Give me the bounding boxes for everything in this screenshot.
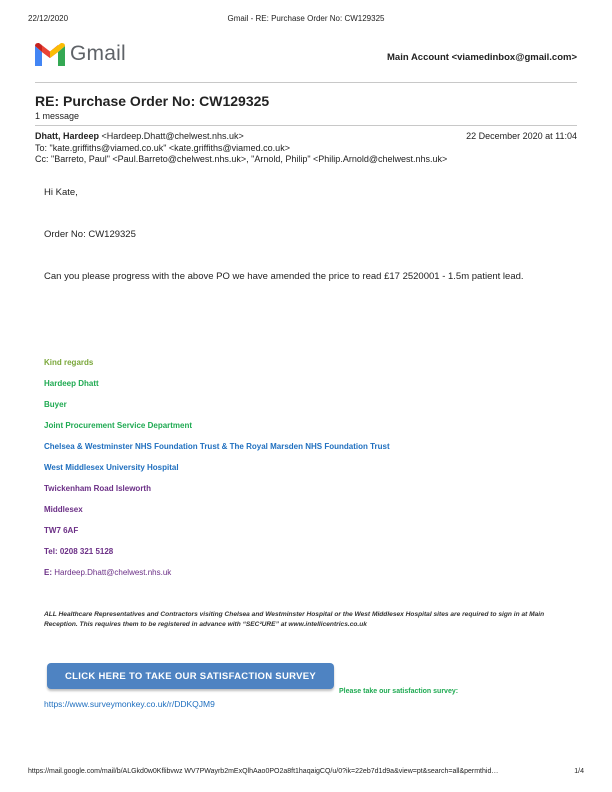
account-label: Main Account <viamedinbox@gmail.com> [387,52,577,63]
sig-email-link[interactable]: Hardeep.Dhatt@chelwest.nhs.uk [54,568,172,577]
page-number: 1/4 [574,768,584,775]
gmail-logo [35,42,126,66]
sig-road: Twickenham Road Isleworth [44,484,151,493]
recipients-to: To: "kate.griffiths@viamed.co.uk" <kate.griffiths@viamed.co.uk> [35,143,290,153]
sig-hospital: West Middlesex University Hospital [44,463,179,472]
sender-name: Dhatt, Hardeep [35,131,100,141]
sig-telephone: Tel: 0208 321 5128 [44,547,114,556]
recipients-cc: Cc: "Barreto, Paul" <Paul.Barreto@chelwest.nhs.uk>, "Arnold, Philip" <Philip.Arnold@chelwest.nhs.uk> [35,154,448,164]
order-number-line: Order No: CW129325 [44,229,136,240]
survey-link[interactable]: https://www.surveymonkey.co.uk/r/DDKQJM9 [44,699,215,709]
sig-role: Buyer [44,400,67,409]
gmail-wordmark: Gmail [70,42,126,65]
visitor-disclaimer: ALL Healthcare Representatives and Contractors visiting Chelsea and Westminster Hospital or the West Middlesex Hospital sites are required to sign in at Main Reception. This requires them to be registered in advance with “SEC²URE” at www.intellicentrics.co.uk [44,611,545,629]
sig-regards: Kind regards [44,358,94,367]
print-page-title: Gmail - RE: Purchase Order No: CW129325 [227,14,385,23]
greeting: Hi Kate, [44,187,78,198]
survey-note: Please take our satisfaction survey: [339,688,459,695]
sig-name: Hardeep Dhatt [44,379,99,388]
sig-county: Middlesex [44,505,83,514]
sig-email [44,568,171,577]
sender-email: <Hardeep.Dhatt@chelwest.nhs.uk> [101,131,244,141]
body-paragraph: Can you please progress with the above PO we have amended the price to read £17 2520001 - 1.5m patient lead. [44,271,524,282]
message-count: 1 message [35,111,80,121]
header-divider [35,82,577,83]
survey-button[interactable]: CLICK HERE TO TAKE OUR SATISFACTION SURVEY [47,663,334,689]
thread-subject: RE: Purchase Order No: CW129325 [35,93,270,109]
sig-postcode: TW7 6AF [44,526,79,535]
print-date: 22/12/2020 [28,14,69,23]
print-footer-url: https://mail.google.com/mail/b/ALGkd0w0Kflibvwz WV7PWayrb2mExQlhAao0PO2a8ft1haqaigCQ/u/0?ik=22eb7d1d9a&view=pt&search=all&permthid… [28,768,499,775]
message-date: 22 December 2020 at 11:04 [466,131,577,141]
sig-department: Joint Procurement Service Department [44,421,193,430]
sig-email-label: E: [44,568,52,577]
sender [35,131,244,141]
sig-trust: Chelsea & Westminster NHS Foundation Trust & The Royal Marsden NHS Foundation Trust [44,442,390,451]
gmail-m-icon [35,43,65,66]
subject-divider [35,125,577,126]
